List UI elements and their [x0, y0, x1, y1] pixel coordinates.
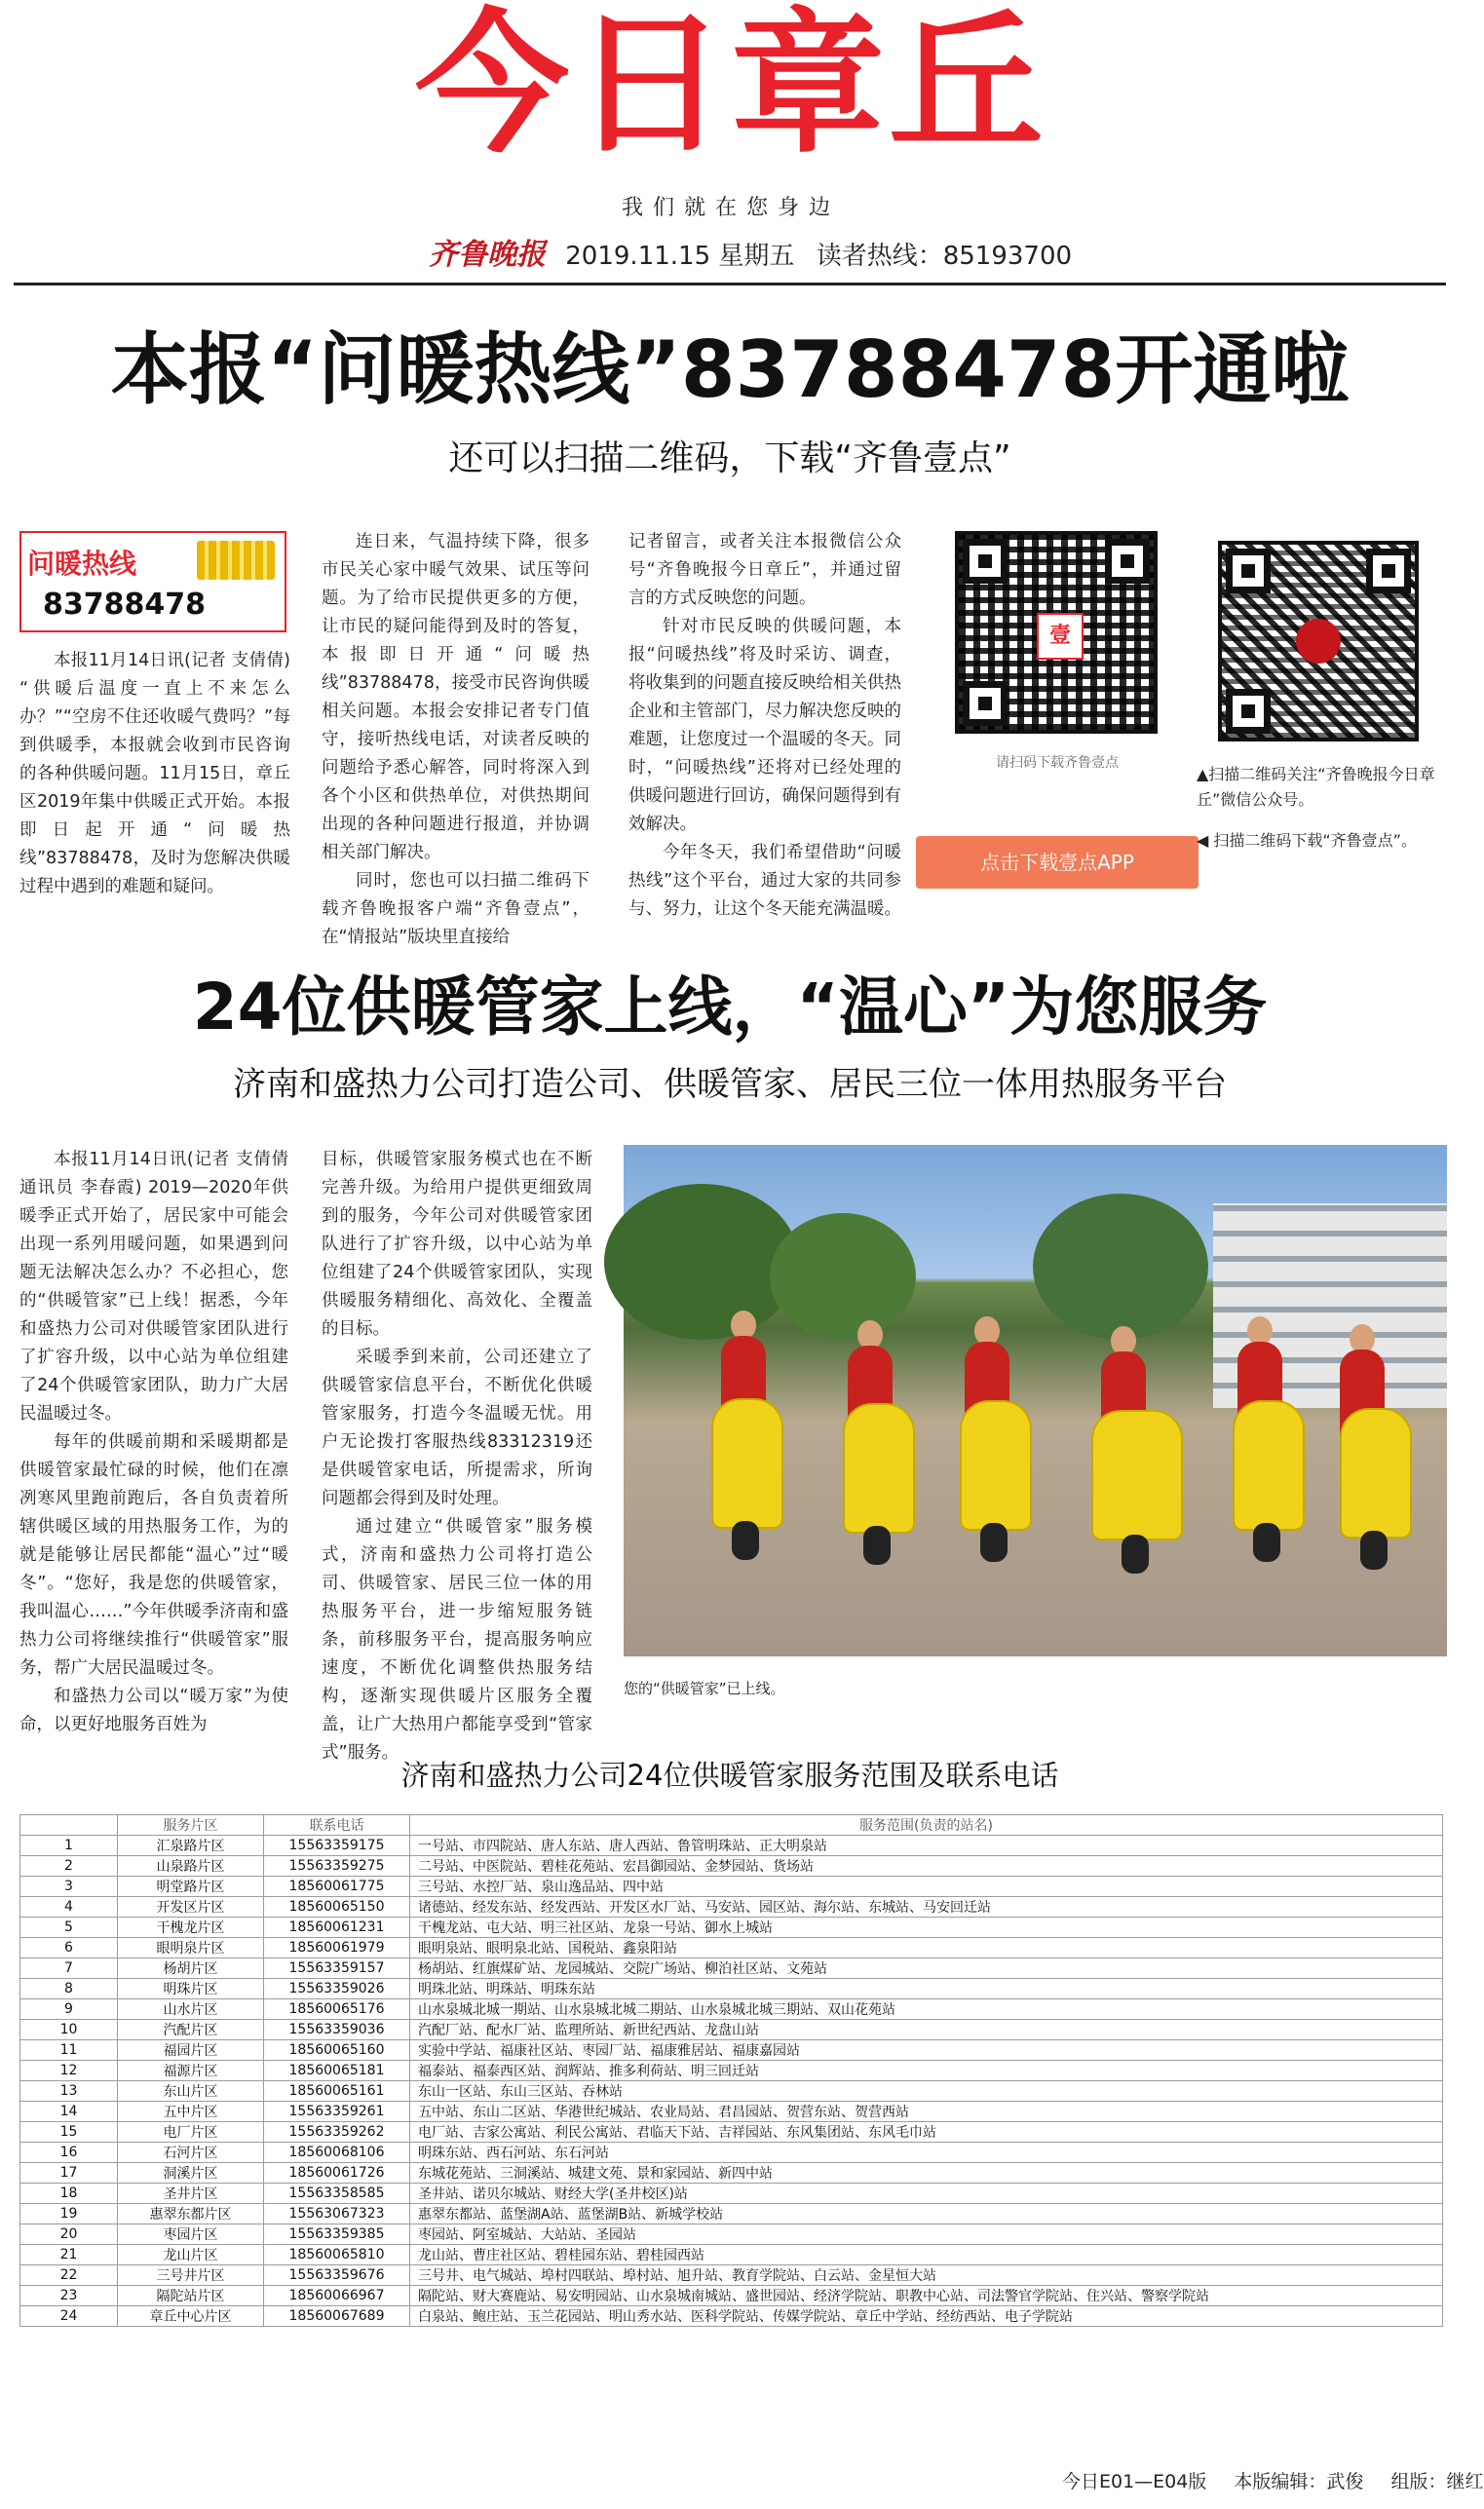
row-scope: 汽配厂站、配水厂站、监理所站、新世纪西站、龙盘山站	[410, 2020, 1443, 2040]
table-title: 济南和盛热力公司24位供暖管家服务范围及联系电话	[400, 1759, 1059, 1792]
row-scope: 杨胡站、红旗煤矿站、龙园城站、交院广场站、柳泊社区站、文苑站	[410, 1958, 1443, 1979]
row-phone: 15563359175	[264, 1836, 410, 1856]
table-row	[20, 1897, 1443, 1918]
scooter-shape	[1340, 1408, 1412, 1539]
page-footer	[1062, 2467, 1484, 2493]
row-index: 21	[20, 2245, 118, 2265]
issue-date: 2019.11.15	[565, 242, 711, 271]
row-area: 惠翠东都片区	[118, 2204, 264, 2224]
row-area: 明堂路片区	[118, 1877, 264, 1897]
scooter-shape	[843, 1403, 915, 1534]
row-phone: 18560065181	[264, 2061, 410, 2081]
row-area: 眼明泉片区	[118, 1938, 264, 1958]
row-area: 三号井片区	[118, 2265, 264, 2286]
row-scope: 隔陀站、财大赛鹿站、易安明园站、山水泉城南城站、盛世园站、经济学院站、职教中心站、司法警官学院站、住兴站、警察学院站	[410, 2286, 1443, 2306]
article1-col1-text: 本报11月14日讯(记者 支倩倩) “供暖后温度一直上不来怎么办？”“空房不住还收暖气费吗？”每到供暖季，本报就会收到市民咨询的各种供暖问题。11月15日，章丘区2019年集中供暖正式开始。本报即日起开通“问暖热线”83788478，及时为您解决供暖过程中遇到的难题和疑问。	[19, 651, 290, 896]
row-area: 汽配片区	[118, 2020, 264, 2040]
table-row	[20, 2245, 1443, 2265]
article1-column-2	[322, 528, 590, 947]
qr-finder-icon	[1105, 539, 1150, 584]
article1-col3-p3: 今年冬天，我们希望借助“问暖热线”这个平台，通过大家的共同参与、努力，让这个冬天能充满温暖。	[628, 843, 901, 919]
tree-shape	[1033, 1194, 1208, 1340]
dateline	[429, 230, 1072, 273]
masthead-slogan: 我们就在您身边	[621, 196, 840, 220]
row-phone: 15563359676	[264, 2265, 410, 2286]
row-phone: 15563359157	[264, 1958, 410, 1979]
scooter-shape	[1091, 1410, 1183, 1540]
table-row	[20, 2306, 1443, 2327]
row-area: 石河片区	[118, 2143, 264, 2163]
table-row	[20, 1836, 1443, 1856]
article2-col2-p2: 采暖季到来前，公司还建立了供暖管家信息平台，不断优化供暖管家服务，打造今冬温暖无忧。用户无论拨打客服热线83312319还是供暖管家电话，所提需求，所询问题都会得到及时处理。	[322, 1348, 592, 1508]
row-phone: 18560067689	[264, 2306, 410, 2327]
article2-headline: 24位供暖管家上线，“温心”为您服务	[192, 969, 1268, 1045]
row-phone: 18560061979	[264, 1938, 410, 1958]
hotline-label: 读者热线：	[816, 242, 943, 271]
wheel-shape	[980, 1523, 1008, 1562]
article2-col1-p3: 和盛热力公司以“暖万家”为使命，以更好地服务百姓为	[19, 1687, 288, 1734]
wheel-shape	[1253, 1523, 1280, 1562]
wheel-shape	[732, 1521, 759, 1560]
row-area: 开发区片区	[118, 1897, 264, 1918]
row-index: 12	[20, 2061, 118, 2081]
row-scope: 枣园站、阿室城站、大站站、圣园站	[410, 2224, 1443, 2245]
row-index: 5	[20, 1918, 118, 1938]
row-index: 22	[20, 2265, 118, 2286]
row-scope: 福泰站、福泰西区站、润辉站、推多利荷站、明三回迁站	[410, 2061, 1443, 2081]
table-body	[20, 1836, 1443, 2327]
row-scope: 圣井站、诺贝尔城站、财经大学(圣井校区)站	[410, 2184, 1443, 2204]
row-index: 6	[20, 1938, 118, 1958]
table-row	[20, 2163, 1443, 2184]
table-row	[20, 1999, 1443, 2020]
row-area: 干槐龙片区	[118, 1918, 264, 1938]
article1-col2-p2: 同时，您也可以扫描二维码下载齐鲁晚报客户端“齐鲁壹点”，在“情报站”版块里直接给	[322, 871, 590, 947]
table-row	[20, 2102, 1443, 2122]
issue-weekday: 星期五	[718, 242, 795, 271]
article1-col2-p1: 连日来，气温持续下降，很多市民关心家中暖气效果、试压等问题。为了给市民提供更多的方便，让市民的疑问能得到及时的答复，本报即日开通“问暖热线”83788478，接受市民咨询供暖相关问题。本报会安排记者专门值守，接听热线电话，对读者反映的问题给予悉心解答，同时将深入到各个小区和供热单位，对供热期间出现的各种问题进行报道，并协调相关部门解决。	[322, 532, 590, 862]
table-row	[20, 2122, 1443, 2143]
scooter-shape	[1233, 1400, 1305, 1531]
qilu-logo-icon: 壹	[1037, 613, 1084, 660]
row-phone: 18560065161	[264, 2081, 410, 2102]
row-area: 杨胡片区	[118, 1958, 264, 1979]
table-row	[20, 1938, 1443, 1958]
row-phone: 18560065176	[264, 1999, 410, 2020]
table-row	[20, 2143, 1443, 2163]
article1-column-3	[628, 528, 901, 919]
row-phone: 15563359261	[264, 2102, 410, 2122]
qr-a-note: ◀ 扫描二维码下载“齐鲁壹点”。	[1197, 831, 1417, 850]
hotline-badge	[19, 531, 286, 632]
row-index: 14	[20, 2102, 118, 2122]
row-scope: 眼明泉站、眼明泉北站、国税站、鑫泉阳站	[410, 1938, 1443, 1958]
footer-layout: 组版：继红	[1390, 2471, 1484, 2492]
table-row	[20, 2286, 1443, 2306]
row-scope: 东城花苑站、三洞溪站、城建文苑、景和家园站、新四中站	[410, 2163, 1443, 2184]
qr-finder-icon	[963, 539, 1008, 584]
row-phone: 18560065150	[264, 1897, 410, 1918]
row-area: 洞溪片区	[118, 2163, 264, 2184]
article1-col3-p2: 针对市民反映的供暖问题，本报“问暖热线”将及时采访、调查，将收集到的问题直接反映给相关供热企业和主管部门，尽力解决您反映的难题，让您度过一个温暖的冬天。同时，“问暖热线”还将对已经处理的供暖问题进行回访，确保问题得到有效解决。	[628, 617, 901, 834]
row-index: 16	[20, 2143, 118, 2163]
table-row	[20, 2061, 1443, 2081]
article1-column-1	[19, 647, 290, 896]
header-phone: 联系电话	[264, 1815, 410, 1836]
table-row	[20, 2265, 1443, 2286]
row-phone: 15563359275	[264, 1856, 410, 1877]
row-phone: 18560065160	[264, 2040, 410, 2061]
row-area: 隔陀站片区	[118, 2286, 264, 2306]
row-scope: 惠翠东都站、蓝堡湖A站、蓝堡湖B站、新城学校站	[410, 2204, 1443, 2224]
row-area: 福源片区	[118, 2061, 264, 2081]
table-row	[20, 2224, 1443, 2245]
table-row	[20, 2204, 1443, 2224]
wheel-shape	[863, 1526, 891, 1565]
row-area: 电厂片区	[118, 2122, 264, 2143]
row-phone: 15563359385	[264, 2224, 410, 2245]
qr-finder-icon	[963, 681, 1008, 726]
row-scope: 三号井、电气城站、埠村四联站、埠村站、旭升站、教育学院站、白云站、金星恒大站	[410, 2265, 1443, 2286]
row-index: 10	[20, 2020, 118, 2040]
article2-col1-p1: 本报11月14日讯(记者 支倩倩 通讯员 李春霞) 2019—2020年供暖季正式开始了，居民家中可能会出现一系列用暖问题，如果遇到问题无法解决怎么办？不必担心，您的“供暖管家”已上线！据悉，今年和盛热力公司对供暖管家团队进行了扩容升级，以中心站为单位组建了24个供暖管家团队，助力广大居民温暖过冬。	[19, 1150, 288, 1424]
radiator-icon	[197, 541, 275, 580]
article2-col2-p3: 通过建立“供暖管家”服务模式，济南和盛热力公司将打造公司、供暖管家、居民三位一体的用热服务平台，进一步缩短服务链条，前移服务平台，提高服务响应速度，不断优化调整供热服务结构，逐渐实现供暖片区服务全覆盖，让广大热用户都能享受到“管家式”服务。	[322, 1517, 592, 1763]
row-index: 18	[20, 2184, 118, 2204]
row-scope: 明珠东站、西石河站、东石河站	[410, 2143, 1443, 2163]
row-phone: 15563359262	[264, 2122, 410, 2143]
hotline-number: 85193700	[942, 242, 1073, 271]
table-row	[20, 2081, 1443, 2102]
row-phone: 15563067323	[264, 2204, 410, 2224]
heating-butlers-photo	[624, 1145, 1447, 1656]
article2-subheadline: 济南和盛热力公司打造公司、供暖管家、居民三位一体用热服务平台	[233, 1065, 1227, 1104]
row-area: 枣园片区	[118, 2224, 264, 2245]
paper-name: 齐鲁晚报	[429, 238, 546, 272]
row-area: 圣井片区	[118, 2184, 264, 2204]
wechat-qr-code	[1218, 541, 1419, 741]
scooter-shape	[711, 1398, 783, 1529]
row-scope: 诸德站、经发东站、经发西站、开发区水厂站、马安站、园区站、海尔站、东城站、马安回迁站	[410, 1897, 1443, 1918]
article2-column-1	[19, 1146, 288, 1734]
table-row	[20, 1877, 1443, 1897]
row-scope: 电厂站、吉家公寓站、利民公寓站、君临天下站、吉祥园站、东风集团站、东风毛巾站	[410, 2122, 1443, 2143]
tree-shape	[604, 1184, 799, 1340]
article1-headline: 本报“问暖热线”83788478开通啦	[110, 324, 1350, 415]
row-scope: 五中站、东山二区站、华港世纪城站、农业局站、君昌园站、贺营东站、贺营西站	[410, 2102, 1443, 2122]
row-phone: 18560061726	[264, 2163, 410, 2184]
article2-col1-p2: 每年的供暖前期和采暖期都是供暖管家最忙碌的时候，他们在凛冽寒风里跑前跑后，各自负责着所辖供暖区域的用热服务工作，为的就是能够让居民都能“温心”过“暖冬”。“您好，我是您的供暖管家，我叫温心……”今年供暖季济南和盛热力公司将继续推行“供暖管家”服务，帮广大居民温暖过冬。	[19, 1432, 288, 1678]
qr-finder-icon	[1226, 689, 1271, 734]
table-row	[20, 1918, 1443, 1938]
qr-finder-icon	[1366, 549, 1411, 593]
service-area-table	[19, 1814, 1443, 2327]
table-row	[20, 2184, 1443, 2204]
row-area: 山水片区	[118, 1999, 264, 2020]
row-index: 20	[20, 2224, 118, 2245]
table-row	[20, 1958, 1443, 1979]
row-index: 17	[20, 2163, 118, 2184]
row-scope: 二号站、中医院站、碧桂花苑站、宏昌御园站、金梦园站、货场站	[410, 1856, 1443, 1877]
row-phone: 15563358585	[264, 2184, 410, 2204]
row-index: 3	[20, 1877, 118, 1897]
table-row	[20, 1856, 1443, 1877]
row-index: 24	[20, 2306, 118, 2327]
footer-pages: 今日E01—E04版	[1062, 2471, 1207, 2492]
row-scope: 干槐龙站、屯大站、明三社区站、龙泉一号站、御水上城站	[410, 1918, 1443, 1938]
table-row	[20, 1979, 1443, 1999]
article1-subheadline: 还可以扫描二维码，下载“齐鲁壹点”	[448, 438, 1011, 478]
wheel-shape	[1360, 1531, 1388, 1570]
wheel-shape	[1122, 1535, 1149, 1574]
row-index: 23	[20, 2286, 118, 2306]
row-index: 15	[20, 2122, 118, 2143]
row-index: 13	[20, 2081, 118, 2102]
qr-b-caption: ▲扫描二维码关注“齐鲁晚报今日章丘”微信公众号。	[1197, 765, 1435, 809]
row-phone: 18560068106	[264, 2143, 410, 2163]
row-area: 山泉路片区	[118, 1856, 264, 1877]
row-scope: 白泉站、鲍庄站、玉兰花园站、明山秀水站、医科学院站、传媒学院站、章丘中学站、经纺西站、电子学院站	[410, 2306, 1443, 2327]
header-scope: 服务范围(负责的站名)	[410, 1815, 1443, 1836]
article2-column-2	[322, 1146, 592, 1763]
qilu-app-qr-code	[955, 531, 1158, 734]
row-index: 4	[20, 1897, 118, 1918]
header-area: 服务片区	[118, 1815, 264, 1836]
row-scope: 龙山站、曹庄社区站、碧桂园东站、碧桂园西站	[410, 2245, 1443, 2265]
download-app-button[interactable]: 点击下载壹点APP	[916, 836, 1199, 889]
photo-caption: 您的“供暖管家”已上线。	[624, 1680, 785, 1697]
qilu-wanbao-logo-icon	[1296, 619, 1341, 664]
row-scope: 山水泉城北城一期站、山水泉城北城二期站、山水泉城北城三期站、双山花苑站	[410, 1999, 1443, 2020]
row-phone: 18560066967	[264, 2286, 410, 2306]
row-area: 福园片区	[118, 2040, 264, 2061]
row-scope: 明珠北站、明珠站、明珠东站	[410, 1979, 1443, 1999]
row-area: 明珠片区	[118, 1979, 264, 1999]
header-index	[20, 1815, 118, 1836]
row-index: 8	[20, 1979, 118, 1999]
masthead-divider	[14, 283, 1446, 285]
row-index: 2	[20, 1856, 118, 1877]
badge-number: 83788478	[43, 588, 206, 622]
row-index: 7	[20, 1958, 118, 1979]
row-area: 五中片区	[118, 2102, 264, 2122]
article1-col3-p1: 记者留言，或者关注本报微信公众号“齐鲁晚报今日章丘”，并通过留言的方式反映您的问题。	[628, 532, 901, 608]
row-phone: 15563359026	[264, 1979, 410, 1999]
row-index: 19	[20, 2204, 118, 2224]
article2-col2-p1: 目标，供暖管家服务模式也在不断完善升级。为给用户提供更细致周到的服务，今年公司对供暖管家团队进行了扩容升级，以中心站为单位组建了24个供暖管家团队，实现供暖服务精细化、高效化、全覆盖的目标。	[322, 1150, 592, 1339]
qr-finder-icon	[1226, 549, 1271, 593]
masthead-title: 今日章丘	[415, 0, 1046, 174]
footer-editor: 本版编辑：武俊	[1234, 2471, 1364, 2492]
row-scope: 三号站、水控厂站、泉山逸品站、四中站	[410, 1877, 1443, 1897]
row-scope: 东山一区站、东山三区站、吞林站	[410, 2081, 1443, 2102]
row-scope: 一号站、市四院站、唐人东站、唐人西站、鲁管明珠站、正大明泉站	[410, 1836, 1443, 1856]
row-area: 章丘中心片区	[118, 2306, 264, 2327]
table-header-row	[20, 1815, 1443, 1836]
row-phone: 18560061775	[264, 1877, 410, 1897]
row-area: 东山片区	[118, 2081, 264, 2102]
table-row	[20, 2040, 1443, 2061]
table-row	[20, 2020, 1443, 2040]
tree-shape	[770, 1213, 916, 1340]
row-index: 11	[20, 2040, 118, 2061]
badge-title: 问暖热线	[27, 548, 137, 580]
row-scope: 实验中学站、福康社区站、枣园厂站、福康雅居站、福康嘉园站	[410, 2040, 1443, 2061]
row-phone: 15563359036	[264, 2020, 410, 2040]
row-phone: 18560065810	[264, 2245, 410, 2265]
row-index: 9	[20, 1999, 118, 2020]
row-area: 龙山片区	[118, 2245, 264, 2265]
scooter-shape	[960, 1400, 1032, 1531]
row-index: 1	[20, 1836, 118, 1856]
row-phone: 18560061231	[264, 1918, 410, 1938]
qr-a-caption: 请扫码下载齐鲁壹点	[996, 755, 1119, 771]
row-area: 汇泉路片区	[118, 1836, 264, 1856]
